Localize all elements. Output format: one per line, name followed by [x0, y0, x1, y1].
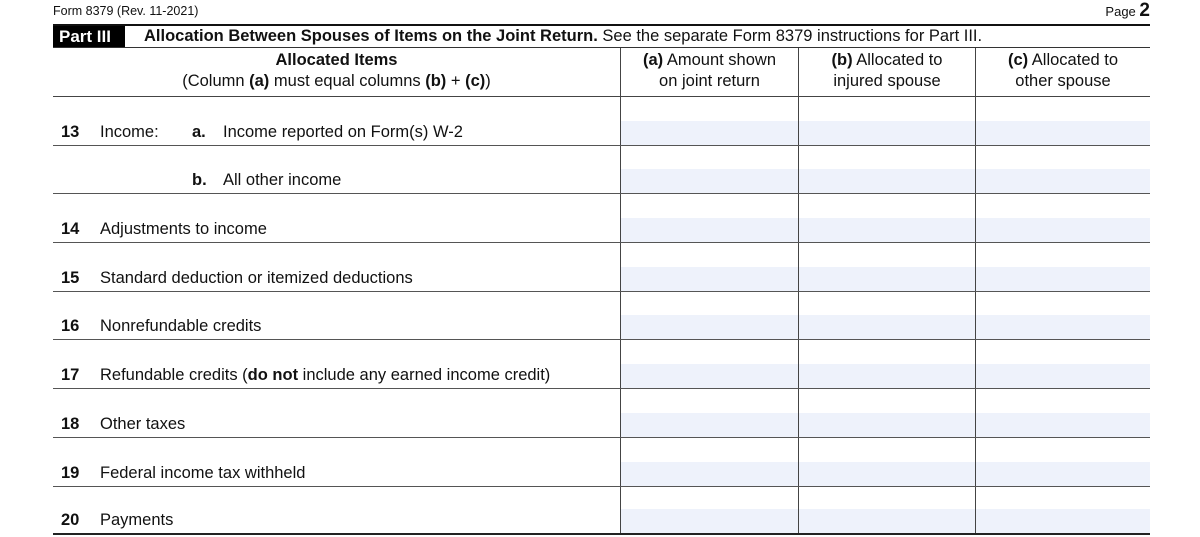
line-label: Nonrefundable credits — [100, 317, 262, 336]
line-14-row — [53, 194, 1150, 243]
col-text: Allocated to — [1028, 51, 1119, 69]
line-number: 16 — [61, 317, 80, 336]
line-20-col-a-input[interactable] — [621, 509, 798, 533]
line-13a-row — [53, 97, 1150, 146]
note-text: ) — [485, 72, 491, 90]
line-15-col-a-input[interactable] — [621, 267, 798, 291]
note-c: (c) — [465, 72, 486, 90]
part-title-rest: See the separate Form 8379 instructions for Part III. — [597, 27, 983, 45]
note-text: + — [446, 72, 466, 90]
line-13b-row — [53, 146, 1150, 195]
line-14-col-c-input[interactable] — [976, 218, 1150, 242]
col-text: Amount shown — [663, 51, 776, 69]
line-16-col-c-input[interactable] — [976, 315, 1150, 339]
column-header-row — [53, 48, 1150, 97]
column-header-a — [620, 48, 798, 96]
line-15-row — [53, 243, 1150, 292]
items-title: Allocated Items — [275, 51, 398, 69]
sub-letter: b. — [192, 171, 207, 190]
line-label: Income reported on Form(s) W-2 — [223, 122, 463, 141]
line-19-description — [53, 438, 620, 486]
line-20-row — [53, 487, 1150, 536]
column-header-c — [975, 48, 1150, 96]
line-17-row — [53, 340, 1150, 389]
line-label: Federal income tax withheld — [100, 463, 306, 482]
line-number: 20 — [61, 511, 80, 530]
col-text: Allocated to — [852, 51, 943, 69]
line-19-col-a-input[interactable] — [621, 462, 798, 486]
sub-letter: a. — [192, 122, 206, 141]
line-13b-col-b-input[interactable] — [799, 169, 975, 193]
line-13b-col-a-input[interactable] — [621, 169, 798, 193]
part-title — [144, 27, 982, 46]
line-20-col-c-input[interactable] — [976, 509, 1150, 533]
line-15-description — [53, 243, 620, 291]
line-15-col-b-input[interactable] — [799, 267, 975, 291]
col-text: injured spouse — [833, 72, 941, 90]
note-a: (a) — [249, 72, 270, 90]
line-14-description — [53, 194, 620, 242]
line-16-description — [53, 292, 620, 340]
line-19-col-c-input[interactable] — [976, 462, 1150, 486]
line-18-col-c-input[interactable] — [976, 413, 1150, 437]
line-20-col-b-input[interactable] — [799, 509, 975, 533]
line-17-col-c-input[interactable] — [976, 364, 1150, 388]
line-label: include any earned income credit) — [298, 366, 551, 385]
line-number: 19 — [61, 463, 80, 482]
line-18-col-a-input[interactable] — [621, 413, 798, 437]
line-19-col-b-input[interactable] — [799, 462, 975, 486]
line-prefix: Income: — [100, 122, 159, 141]
part-heading — [53, 24, 1150, 48]
line-17-col-b-input[interactable] — [799, 364, 975, 388]
line-number: 17 — [61, 366, 80, 385]
line-13a-col-b-input[interactable] — [799, 121, 975, 145]
line-number: 13 — [61, 122, 80, 141]
line-13a-col-c-input[interactable] — [976, 121, 1150, 145]
line-16-col-a-input[interactable] — [621, 315, 798, 339]
page-number — [1105, 0, 1150, 22]
col-letter: (c) — [1007, 51, 1029, 69]
line-14-col-a-input[interactable] — [621, 218, 798, 242]
line-17-col-a-input[interactable] — [621, 364, 798, 388]
line-number: 14 — [61, 220, 80, 239]
line-19-row — [53, 438, 1150, 487]
line-13a-col-a-input[interactable] — [621, 121, 798, 145]
col-text: other spouse — [1015, 72, 1111, 90]
line-13b-description — [53, 146, 620, 194]
line-number: 18 — [61, 414, 80, 433]
note-text: (Column — [182, 72, 250, 90]
form-id: Form 8379 (Rev. 11-2021) — [53, 4, 199, 18]
page-label: Page — [1105, 4, 1136, 19]
col-text: on joint return — [659, 72, 760, 90]
line-18-row — [53, 389, 1150, 438]
part-title-bold: Allocation Between Spouses of Items on the Joint Return. — [144, 27, 598, 45]
note-text: must equal columns — [269, 72, 426, 90]
items-note — [53, 71, 620, 92]
line-label: Other taxes — [100, 414, 186, 433]
column-header-b — [798, 48, 975, 96]
line-14-col-b-input[interactable] — [799, 218, 975, 242]
line-18-col-b-input[interactable] — [799, 413, 975, 437]
line-label: All other income — [223, 171, 342, 190]
col-letter: (b) — [831, 51, 853, 69]
line-17-description — [53, 340, 620, 388]
allocation-table — [53, 97, 1150, 535]
line-13a-description — [53, 97, 620, 145]
line-18-description — [53, 389, 620, 437]
col-letter: (a) — [643, 51, 664, 69]
line-label-emphasis: do not — [247, 366, 299, 385]
note-b: (b) — [425, 72, 447, 90]
line-label: Standard deduction or itemized deductions — [100, 268, 413, 287]
part-badge: Part III — [53, 26, 125, 47]
line-20-description — [53, 487, 620, 534]
line-15-col-c-input[interactable] — [976, 267, 1150, 291]
column-header-items — [53, 48, 620, 96]
line-16-row — [53, 292, 1150, 341]
line-16-col-b-input[interactable] — [799, 315, 975, 339]
line-number: 15 — [61, 268, 80, 287]
line-label: Adjustments to income — [100, 220, 267, 239]
page-number-value: 2 — [1139, 0, 1150, 21]
line-label: Refundable credits ( — [100, 366, 248, 385]
line-label: Payments — [100, 511, 174, 530]
line-13b-col-c-input[interactable] — [976, 169, 1150, 193]
